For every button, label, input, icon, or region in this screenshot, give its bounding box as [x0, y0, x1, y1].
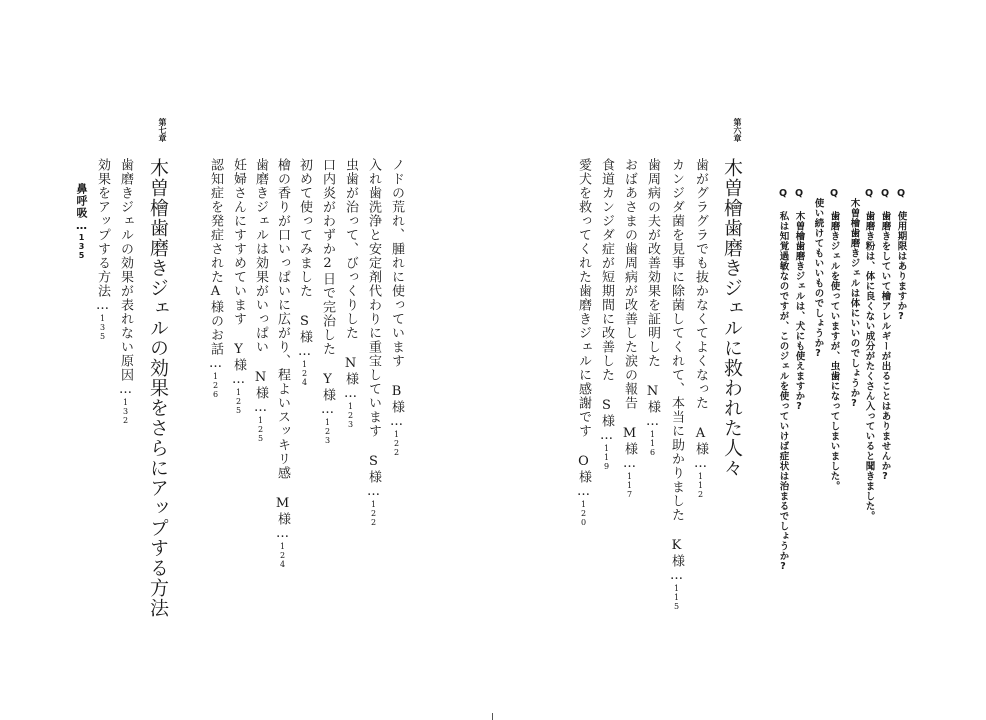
toc-entry[interactable]: [321, 158, 334, 445]
toc-entry[interactable]: [119, 158, 132, 425]
toc-page-number: 132: [121, 398, 130, 425]
qa-item-3-line-2: 木曽檜歯磨きジェルは体にいいのでしょうか?: [848, 198, 860, 410]
toc-page-number: 112: [696, 472, 705, 499]
toc-entry[interactable]: [577, 158, 590, 527]
toc-entry-text: 愛犬を救ってくれた歯磨きジェルに感謝です O様…: [576, 158, 591, 500]
toc-entry[interactable]: [390, 158, 403, 457]
chapter-6-title: 木曽檜歯磨きジェルに救われた人々: [721, 158, 743, 478]
toc-entry[interactable]: [646, 158, 659, 457]
toc-entry-text: 認知症を発症されたA様のお話…: [208, 158, 223, 372]
toc-entry-text: 歯磨きジェルは効果がいっぱい N様…: [253, 158, 268, 416]
toc-entry[interactable]: [344, 158, 357, 429]
toc-entry[interactable]: [623, 158, 636, 499]
toc-page-number: 123: [346, 402, 355, 429]
toc-entry-text: 歯磨きジェルの効果が表れない原因…: [118, 158, 133, 398]
toc-entry-text: 檜の香りが口いっぱいに広がり、程よいスッキリ感 M様…: [275, 158, 290, 542]
toc-page-number: 122: [392, 430, 401, 457]
qa-item-1: Q 使用期限はありますか?: [895, 188, 907, 323]
qa-item-5: Q 木曽檜歯磨きジェルは、犬にも使えますか?: [793, 188, 805, 413]
toc-entry[interactable]: [600, 158, 613, 471]
toc-entry[interactable]: [232, 158, 245, 415]
toc-page-number: 123: [323, 418, 332, 445]
toc-page-number: 125: [234, 388, 243, 415]
toc-entry-text: おばあさまの歯周病が改善した涙の報告 M様…: [622, 158, 637, 472]
toc-entry[interactable]: [670, 158, 683, 611]
toc-page-number: 124: [300, 360, 309, 387]
chapter-7-label: 第七章: [158, 118, 167, 142]
toc-page-number: 122: [369, 500, 378, 527]
toc-entry-text: 食道カンジダ症が短期間に改善した S様…: [599, 158, 614, 444]
toc-entry[interactable]: [298, 158, 311, 387]
chapter-7-title: 木曽檜歯磨きジェルの効果をさらにアップする方法: [147, 158, 169, 618]
qa-item-3-line-1: Q 歯磨き粉は、体に良くない成分がたくさん入っていると聞きました。: [863, 188, 875, 521]
toc-entry[interactable]: [209, 158, 222, 399]
toc-page-number: 135: [98, 314, 107, 341]
toc-entry[interactable]: [276, 158, 289, 569]
toc-entry-text: 妊婦さんにすすめています Y様…: [231, 158, 246, 388]
toc-entry-text: 虫歯が治って、びっくりした N様…: [343, 158, 358, 402]
toc-entry[interactable]: [96, 158, 109, 341]
toc-entry-text: 初めて使ってみました S様…: [297, 158, 312, 360]
toc-entry-text: 効果をアップする方法…: [95, 158, 110, 314]
toc-page-number: 120: [579, 500, 588, 527]
qa-item-2: Q 歯磨きをしていて檜アレルギーが出ることはありませんか?: [879, 188, 891, 483]
toc-page-number: 119: [602, 444, 611, 471]
toc-entry[interactable]: [76, 183, 87, 260]
page-center-mark: [492, 713, 493, 720]
toc-page-number: 125: [256, 416, 265, 443]
toc-entry[interactable]: [254, 158, 267, 443]
toc-entry-text: 鼻呼吸…: [75, 183, 88, 233]
toc-entry[interactable]: [694, 158, 707, 499]
toc-entry-text: カンジダ菌を見事に除菌してくれて、本当に助かりました K様…: [669, 158, 684, 584]
toc-page-number: 124: [278, 542, 287, 569]
toc-page-number: 135: [77, 233, 86, 260]
toc-entry-text: 口内炎がわずか2日で完治した Y様…: [320, 158, 335, 418]
toc-entry-text: 入れ歯洗浄と安定剤代わりに重宝しています S様…: [366, 158, 381, 500]
toc-entry-text: ノドの荒れ、腫れに使っています B様…: [389, 158, 404, 430]
toc-entry-text: 歯がグラグラでも抜かなくてよくなった A様…: [693, 158, 708, 472]
toc-entry[interactable]: [367, 158, 380, 527]
qa-item-6: Q 私は知覚過敏なのですが、このジェルを使っていけば症状は治まるでしょうか?: [777, 188, 789, 573]
qa-item-4-line-2: 使い続けてもいいものでしょうか?: [812, 198, 824, 360]
qa-item-4-line-1: Q 歯磨きジェルを使っていますが、虫歯になってしまいました。: [828, 188, 840, 491]
toc-page-number: 126: [211, 372, 220, 399]
toc-page-number: 115: [672, 584, 681, 611]
chapter-6-label: 第六章: [733, 118, 742, 142]
toc-page-number: 117: [625, 472, 634, 499]
toc-entry-text: 歯周病の夫が改善効果を証明した N様…: [645, 158, 660, 430]
toc-page-number: 116: [648, 430, 657, 457]
